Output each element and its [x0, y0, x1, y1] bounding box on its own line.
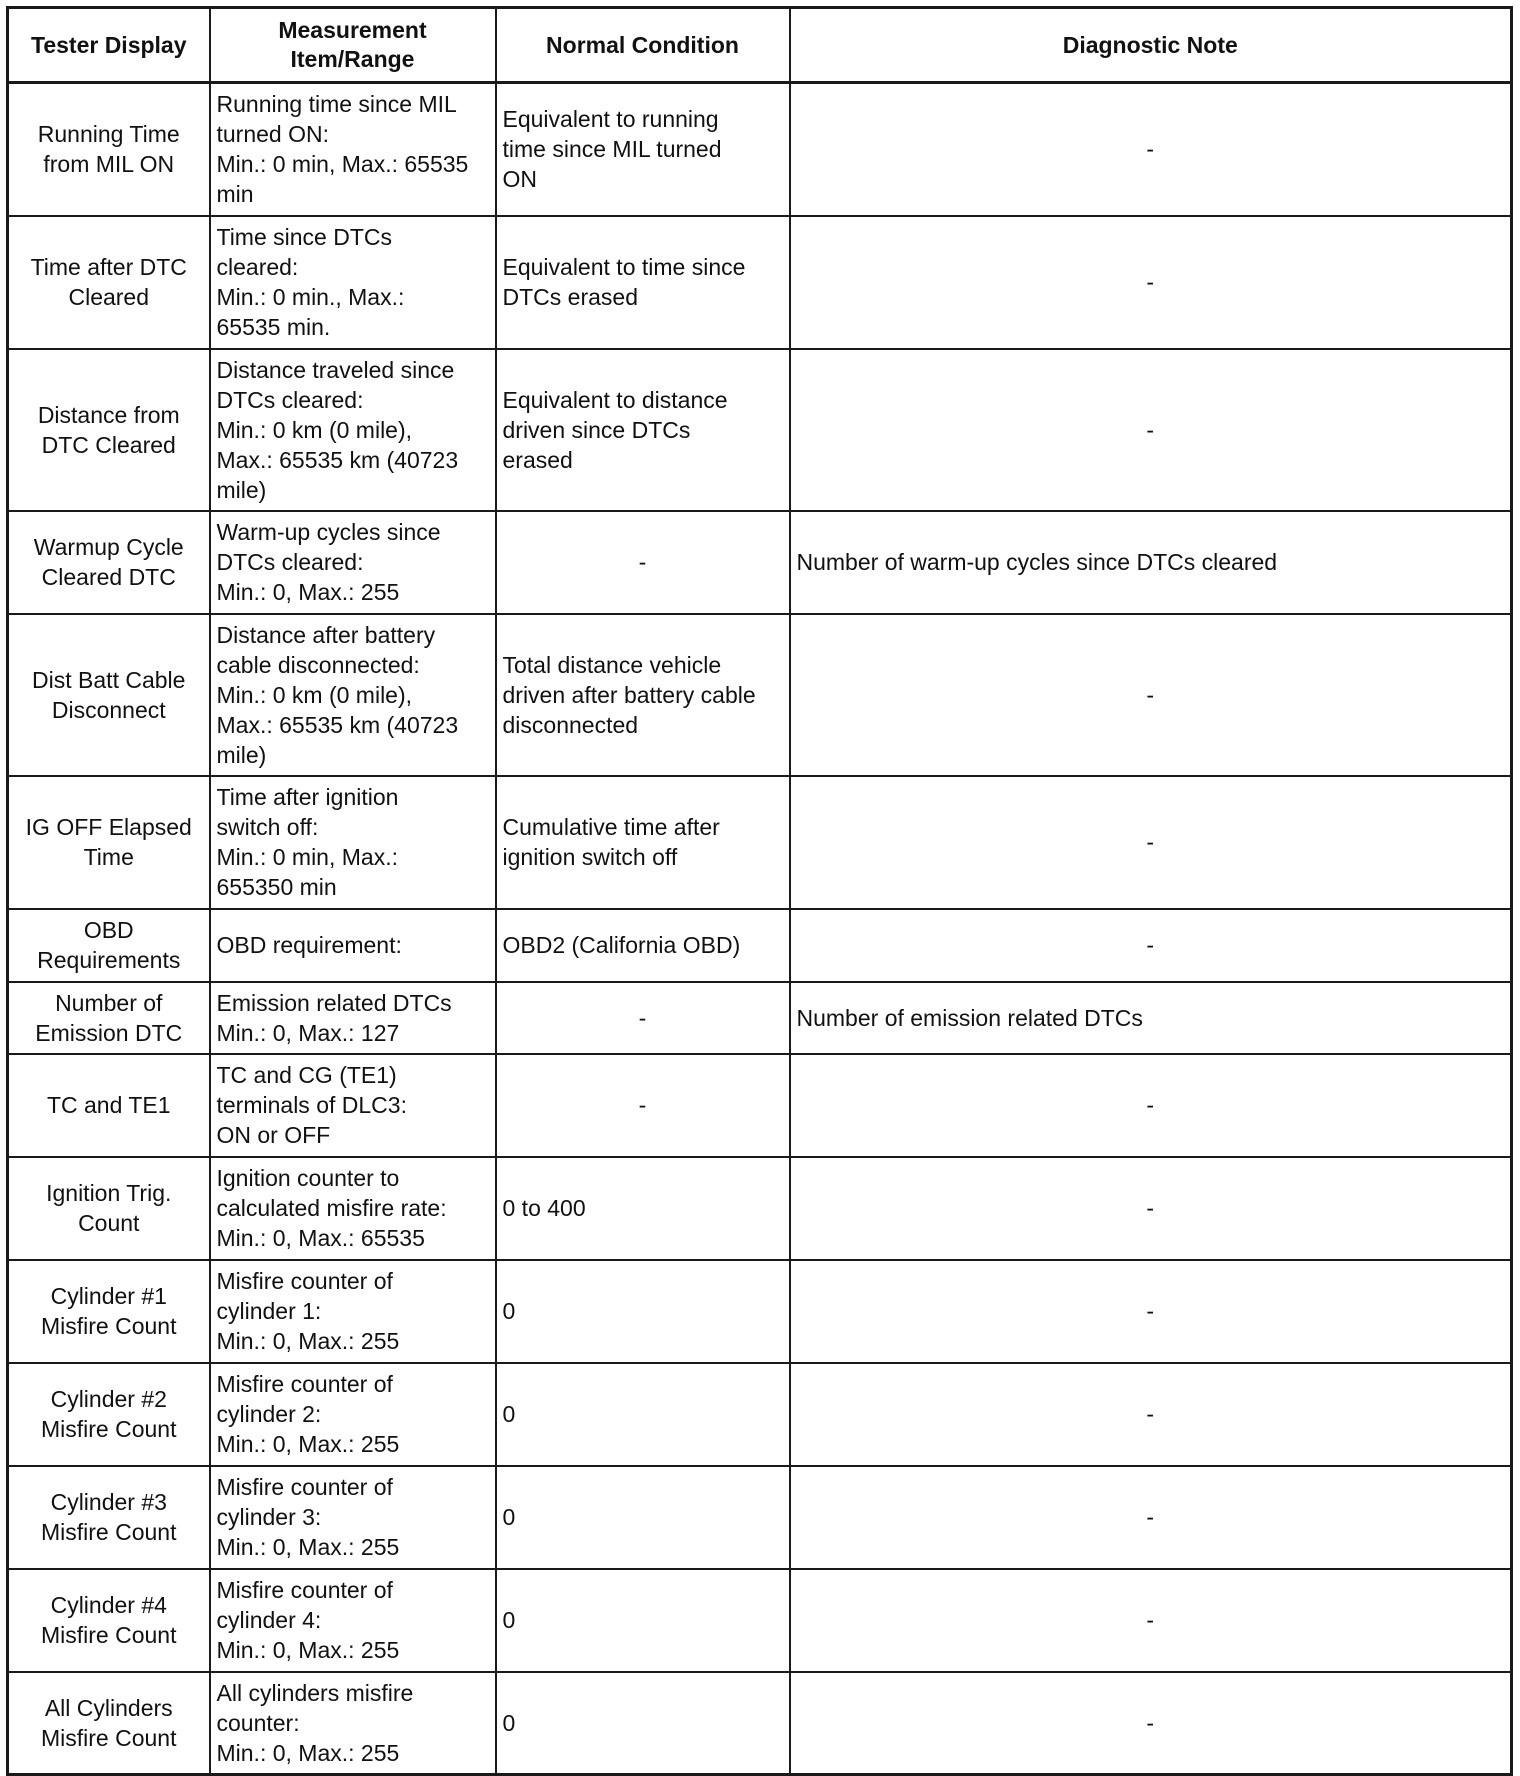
- table-row: [8, 349, 1512, 511]
- cell-measurement-range: Warm-up cycles since DTCs cleared: Min.: 0, Max.: 255: [210, 511, 496, 614]
- cell-measurement-range: Time after ignition switch off: Min.: 0 min, Max.: 655350 min: [210, 776, 496, 909]
- cell-normal-condition: Total distance vehicle driven after battery cable disconnected: [496, 614, 790, 776]
- cell-tester-display: Dist Batt Cable Disconnect: [8, 614, 210, 776]
- cell-normal-condition: 0 to 400: [496, 1157, 790, 1260]
- cell-measurement-range: Misfire counter of cylinder 4: Min.: 0, Max.: 255: [210, 1569, 496, 1672]
- table-row: [8, 982, 1512, 1054]
- cell-diagnostic-note: -: [790, 909, 1512, 982]
- cell-measurement-range: Distance traveled since DTCs cleared: Min.: 0 km (0 mile), Max.: 65535 km (40723 mile): [210, 349, 496, 511]
- cell-measurement-range: Running time since MIL turned ON: Min.: 0 min, Max.: 65535 min: [210, 83, 496, 216]
- cell-diagnostic-note: -: [790, 83, 1512, 216]
- cell-measurement-range: Time since DTCs cleared: Min.: 0 min., Max.: 65535 min.: [210, 216, 496, 349]
- table-row: [8, 1260, 1512, 1363]
- cell-diagnostic-note: -: [790, 216, 1512, 349]
- table-row: [8, 909, 1512, 982]
- cell-measurement-range: TC and CG (TE1) terminals of DLC3: ON or OFF: [210, 1054, 496, 1157]
- cell-normal-condition: -: [496, 982, 790, 1054]
- cell-diagnostic-note: -: [790, 614, 1512, 776]
- cell-normal-condition: 0: [496, 1363, 790, 1466]
- cell-diagnostic-note: -: [790, 1054, 1512, 1157]
- cell-measurement-range: Misfire counter of cylinder 1: Min.: 0, Max.: 255: [210, 1260, 496, 1363]
- table-row: [8, 1054, 1512, 1157]
- cell-normal-condition: Equivalent to time since DTCs erased: [496, 216, 790, 349]
- cell-normal-condition: Equivalent to running time since MIL turned ON: [496, 83, 790, 216]
- cell-diagnostic-note: Number of warm-up cycles since DTCs cleared: [790, 511, 1512, 614]
- cell-measurement-range: OBD requirement:: [210, 909, 496, 982]
- cell-diagnostic-note: -: [790, 1157, 1512, 1260]
- cell-normal-condition: 0: [496, 1569, 790, 1672]
- cell-tester-display: OBD Requirements: [8, 909, 210, 982]
- table-row: [8, 1569, 1512, 1672]
- cell-normal-condition: 0: [496, 1260, 790, 1363]
- cell-normal-condition: 0: [496, 1466, 790, 1569]
- cell-tester-display: TC and TE1: [8, 1054, 210, 1157]
- cell-tester-display: IG OFF Elapsed Time: [8, 776, 210, 909]
- header-diagnostic-note: Diagnostic Note: [790, 8, 1512, 83]
- cell-measurement-range: All cylinders misfire counter: Min.: 0, Max.: 255: [210, 1672, 496, 1775]
- cell-normal-condition: OBD2 (California OBD): [496, 909, 790, 982]
- cell-tester-display: Time after DTC Cleared: [8, 216, 210, 349]
- header-normal-condition: Normal Condition: [496, 8, 790, 83]
- cell-tester-display: Distance from DTC Cleared: [8, 349, 210, 511]
- cell-diagnostic-note: -: [790, 1466, 1512, 1569]
- table-row: [8, 1466, 1512, 1569]
- cell-measurement-range: Misfire counter of cylinder 3: Min.: 0, Max.: 255: [210, 1466, 496, 1569]
- cell-tester-display: All Cylinders Misfire Count: [8, 1672, 210, 1775]
- cell-tester-display: Cylinder #3 Misfire Count: [8, 1466, 210, 1569]
- cell-tester-display: Cylinder #1 Misfire Count: [8, 1260, 210, 1363]
- cell-tester-display: Number of Emission DTC: [8, 982, 210, 1054]
- cell-tester-display: Cylinder #2 Misfire Count: [8, 1363, 210, 1466]
- cell-tester-display: Warmup Cycle Cleared DTC: [8, 511, 210, 614]
- cell-diagnostic-note: -: [790, 1260, 1512, 1363]
- table-row: [8, 776, 1512, 909]
- table-row: [8, 83, 1512, 216]
- diagnostic-data-table: [6, 6, 1513, 1776]
- cell-diagnostic-note: -: [790, 1363, 1512, 1466]
- cell-normal-condition: Cumulative time after ignition switch off: [496, 776, 790, 909]
- table-row: [8, 511, 1512, 614]
- cell-normal-condition: -: [496, 1054, 790, 1157]
- cell-measurement-range: Ignition counter to calculated misfire rate: Min.: 0, Max.: 65535: [210, 1157, 496, 1260]
- cell-normal-condition: Equivalent to distance driven since DTCs erased: [496, 349, 790, 511]
- table-header-row: [8, 8, 1512, 83]
- table-row: [8, 1157, 1512, 1260]
- cell-diagnostic-note: Number of emission related DTCs: [790, 982, 1512, 1054]
- header-tester-display: Tester Display: [8, 8, 210, 83]
- cell-diagnostic-note: -: [790, 1672, 1512, 1775]
- table-row: [8, 216, 1512, 349]
- cell-measurement-range: Distance after battery cable disconnected: Min.: 0 km (0 mile), Max.: 65535 km (40723 mile): [210, 614, 496, 776]
- cell-tester-display: Running Time from MIL ON: [8, 83, 210, 216]
- cell-measurement-range: Emission related DTCs Min.: 0, Max.: 127: [210, 982, 496, 1054]
- table-row: [8, 614, 1512, 776]
- cell-normal-condition: 0: [496, 1672, 790, 1775]
- cell-diagnostic-note: -: [790, 776, 1512, 909]
- cell-diagnostic-note: -: [790, 349, 1512, 511]
- cell-diagnostic-note: -: [790, 1569, 1512, 1672]
- cell-tester-display: Ignition Trig. Count: [8, 1157, 210, 1260]
- table-row: [8, 1672, 1512, 1775]
- cell-measurement-range: Misfire counter of cylinder 2: Min.: 0, Max.: 255: [210, 1363, 496, 1466]
- table-row: [8, 1363, 1512, 1466]
- cell-tester-display: Cylinder #4 Misfire Count: [8, 1569, 210, 1672]
- header-measurement-range: Measurement Item/Range: [210, 8, 496, 83]
- cell-normal-condition: -: [496, 511, 790, 614]
